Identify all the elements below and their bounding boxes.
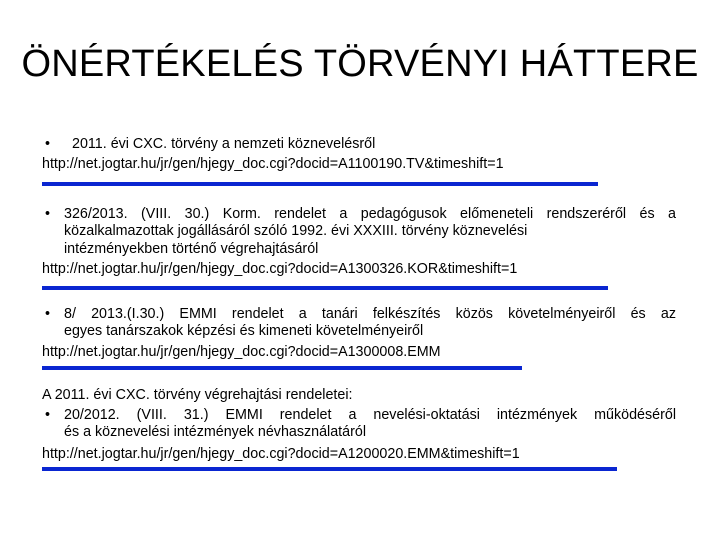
decree-title-2-line-2: közalkalmazottak jogállásáról szóló 1992. évi XXXIII. törvény köznevelési [64,223,528,239]
bullet-icon: • [45,136,51,152]
decree-link-3[interactable]: http://net.jogtar.hu/jr/gen/hjegy_doc.cgi?docid=A1300008.EMM [42,344,441,360]
decree-title-2-line-1: 326/2013. (VIII. 30.) Korm. rendelet a pedagógusok előmeneteli rendszeréről és a [64,206,676,222]
link-underline-4 [42,467,617,471]
decree-title-3-line-2: egyes tanárszakok képzési és kimeneti követelményeiről [64,323,424,339]
decree-title-3-line-1: 8/ 2013.(I.30.) EMMI rendelet a tanári felkészítés közös követelményeiről és az [64,306,676,322]
decree-link-2[interactable]: http://net.jogtar.hu/jr/gen/hjegy_doc.cgi?docid=A1300326.KOR&timeshift=1 [42,261,518,277]
implementing-heading: A 2011. évi CXC. törvény végrehajtási rendeletei: [42,387,353,403]
link-underline-3 [42,366,522,370]
law-link-1[interactable]: http://net.jogtar.hu/jr/gen/hjegy_doc.cgi?docid=A1100190.TV&timeshift=1 [42,156,504,172]
law-title-1: 2011. évi CXC. törvény a nemzeti köznevelésről [72,136,376,152]
implementing-title-line-2: és a köznevelési intézmények névhasználatáról [64,424,366,440]
link-underline-2 [42,286,608,290]
implementing-link[interactable]: http://net.jogtar.hu/jr/gen/hjegy_doc.cgi?docid=A1200020.EMM&timeshift=1 [42,446,520,462]
link-underline-1 [42,182,598,186]
implementing-title-line-1: 20/2012. (VIII. 31.) EMMI rendelet a nevelési-oktatási intézmények működéséről [64,407,676,423]
bullet-icon: • [45,407,51,423]
bullet-icon: • [45,206,51,222]
bullet-icon: • [45,306,51,322]
page-title: ÖNÉRTÉKELÉS TÖRVÉNYI HÁTTERE [21,43,699,85]
decree-title-2-line-3: intézményekben történő végrehajtásáról [64,241,319,257]
